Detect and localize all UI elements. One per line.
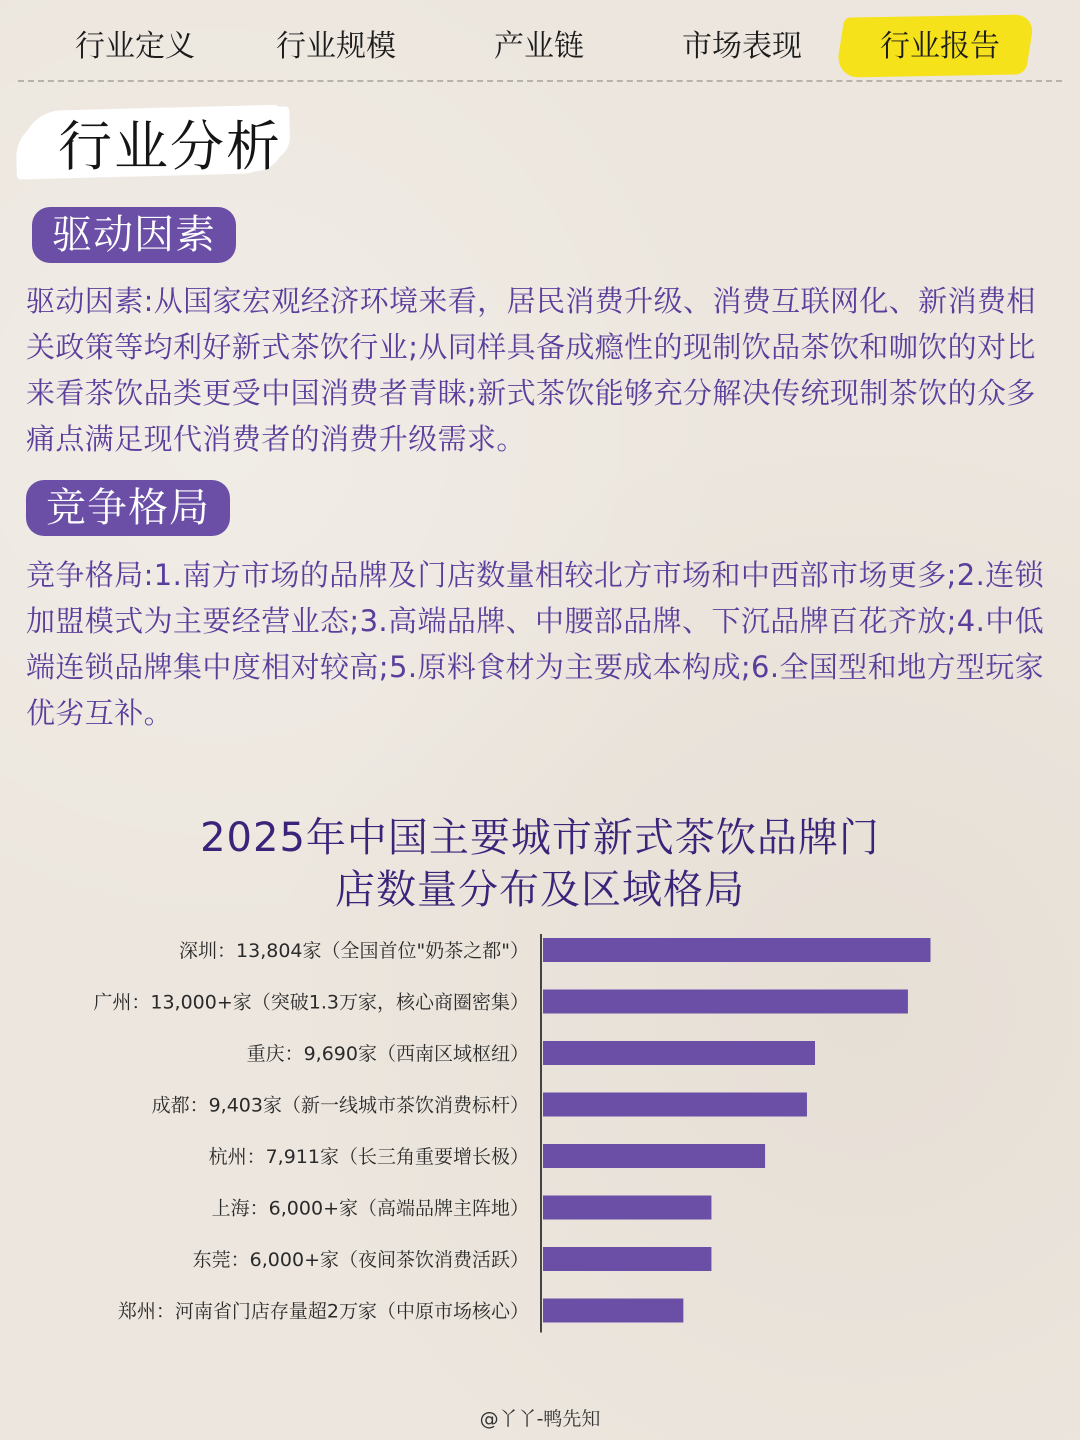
category-label-3: 成都：9,403家（新一线城市茶饮消费标杆）: [151, 1094, 529, 1117]
tab-industry-report[interactable]: 行业报告: [880, 24, 1000, 70]
page-title-block: [22, 100, 292, 180]
competition-paragraph: 竞争格局:1.南方市场的品牌及门店数量相较北方市场和中西部市场更多;2.连锁加盟模式为主要经营业态;3.高端品牌、中腰部品牌、下沉品牌百花齐放;4.中低端连锁品牌集中度相对较高;5.原料食材为主要成本构成;6.全国型和地方型玩家优劣互补。: [26, 558, 1045, 730]
bar-4: [543, 1144, 765, 1168]
bar-0: [543, 938, 930, 962]
category-label-2: 重庆：9,690家（西南区域枢纽）: [246, 1043, 529, 1065]
drivers-paragraph: 驱动因素:从国家宏观经济环境来看，居民消费升级、消费互联网化、新消费相关政策等均利好新式茶饮行业;从同样具备成瘾性的现制饮品茶饮和咖饮的对比来看茶饮品类更受中国消费者青睐;新式茶饮能够充分解决传统现制茶饮的众多痛点满足现代消费者的消费升级需求。: [26, 284, 1036, 456]
page-title: 行业分析: [58, 115, 282, 178]
bar-6: [543, 1247, 711, 1271]
category-label-0: 深圳：13,804家（全国首位"奶茶之都"）: [179, 940, 529, 962]
category-label-1: 广州：13,000+家（突破1.3万家，核心商圈密集）: [93, 991, 529, 1014]
chart-title: [0, 812, 1080, 916]
tab-industry-definition[interactable]: 行业定义: [75, 29, 195, 64]
tab-industry-chain[interactable]: 产业链: [494, 29, 584, 64]
chart-title-line-2: 店数量分布及区域格局: [335, 867, 745, 913]
category-label-6: 东莞：6,000+家（夜间茶饮消费活跃）: [192, 1249, 529, 1271]
top-nav: [0, 0, 1080, 82]
bar-3: [543, 1093, 807, 1117]
category-label-5: 上海：6,000+家（高端品牌主阵地）: [211, 1197, 529, 1220]
section-heading-drivers: 驱动因素: [32, 207, 236, 263]
category-label-7: 郑州：河南省门店存量超2万家（中原市场核心）: [117, 1300, 529, 1323]
tab-market-performance[interactable]: 市场表现: [682, 29, 802, 64]
nav-divider: [18, 80, 1062, 82]
bar-chart: [0, 930, 1080, 1360]
bar-5: [543, 1196, 711, 1220]
bar-1: [543, 990, 908, 1014]
footer-credit: @丫丫-鸭先知: [479, 1408, 601, 1430]
bar-2: [543, 1041, 815, 1065]
bar-7: [543, 1299, 683, 1323]
tab-industry-scale[interactable]: 行业规模: [276, 29, 396, 64]
section-heading-competition: 竞争格局: [26, 480, 230, 536]
chart-title-line-1: 2025年中国主要城市新式茶饮品牌门: [200, 815, 880, 861]
category-label-4: 杭州：7,911家（长三角重要增长极）: [208, 1146, 529, 1168]
